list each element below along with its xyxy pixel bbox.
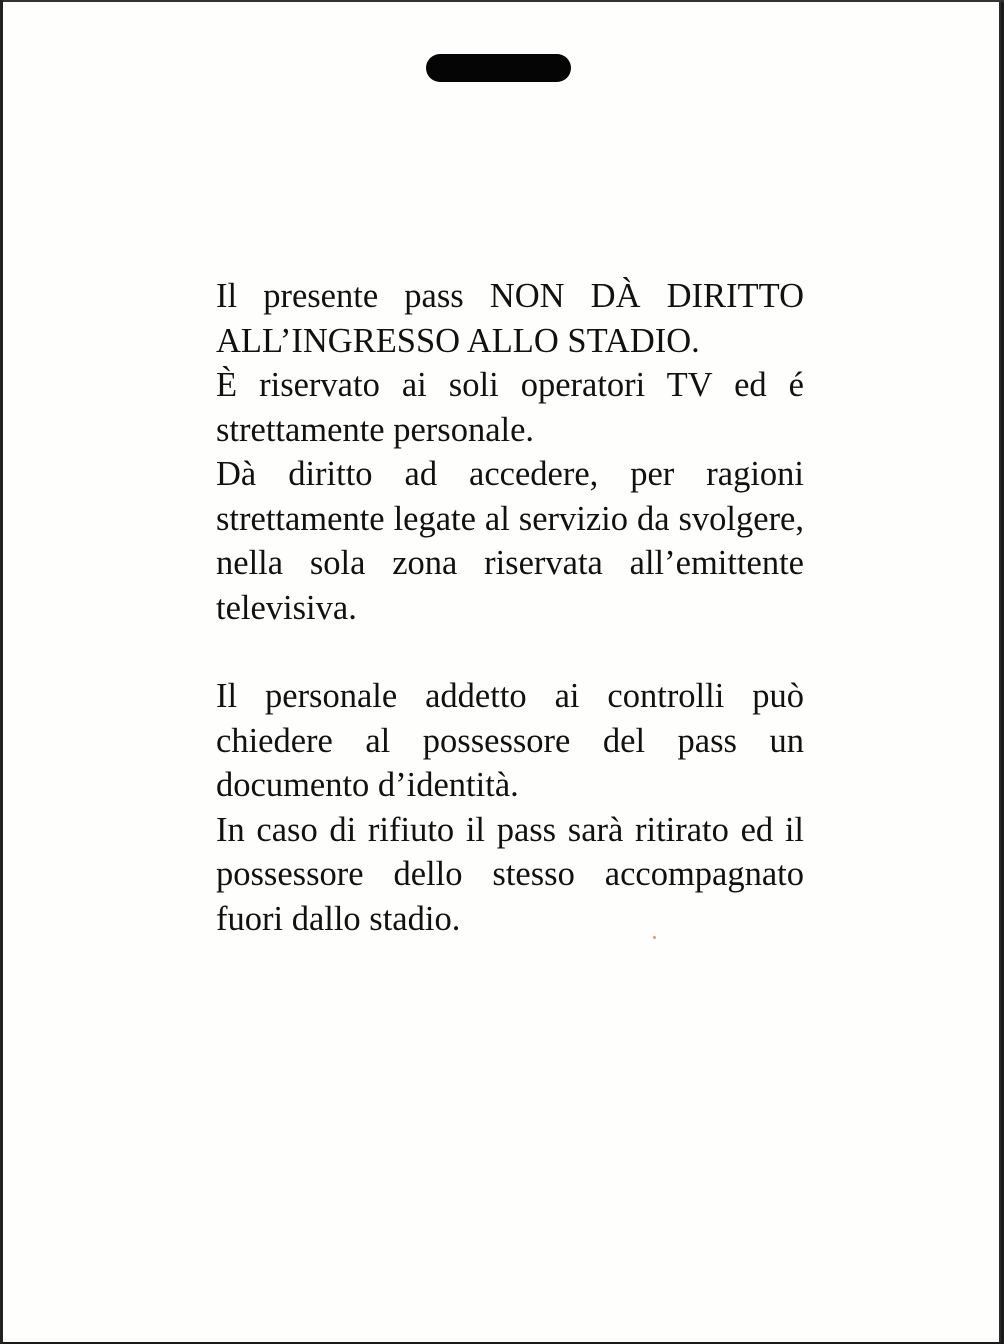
entry-restriction-text: Il presente pass NON DÀ DIRITTO ALL’INGRESSO ALLO STADIO. bbox=[216, 277, 804, 360]
lanyard-slot-hole bbox=[426, 54, 571, 82]
tv-operators-only-text: È riservato ai soli operatori TV ed é strettamente personale. bbox=[216, 366, 804, 449]
pass-terms-text bbox=[216, 274, 804, 941]
identity-check-text: Il personale addetto ai controlli può chiedere al possessore del pass un documento d’identità. bbox=[216, 677, 804, 804]
refusal-consequence-text: In caso di rifiuto il pass sarà ritirato ed il possessore dello stesso accompagnato fuori dallo stadio. bbox=[216, 810, 804, 938]
access-zone-text: Dà diritto ad accedere, per ragioni strettamente legate al servizio da svolgere, nella sola zona riservata all’emittente televisiva. bbox=[216, 455, 804, 627]
paragraph-gap bbox=[216, 630, 804, 674]
